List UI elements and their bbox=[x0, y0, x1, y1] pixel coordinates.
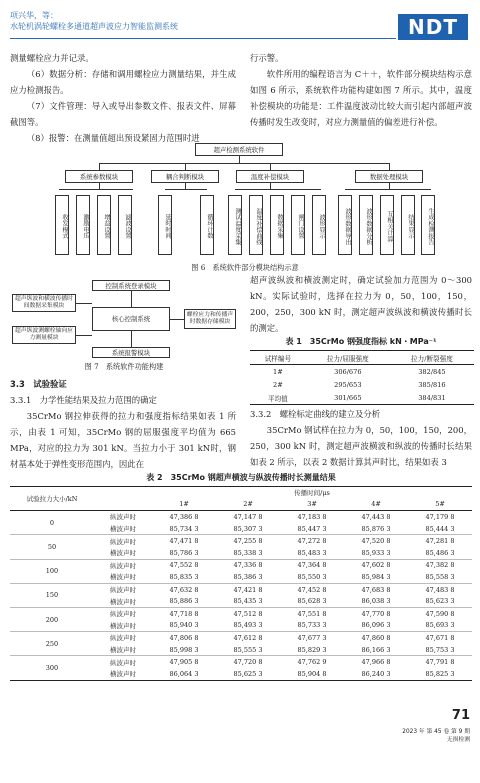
t2-value-cell: 47,147 8 bbox=[233, 512, 263, 521]
t2-value-cell: 47,471 8 bbox=[169, 537, 199, 546]
t2-value-cell: 85,386 3 bbox=[216, 571, 280, 583]
t2-value-cell: 47,551 8 bbox=[297, 609, 327, 618]
table-row bbox=[250, 391, 474, 405]
t1-cell: 平均值 bbox=[268, 394, 288, 403]
t2-sample-3: 3# bbox=[307, 500, 317, 509]
t1-cell: 2# bbox=[273, 380, 283, 389]
table-row bbox=[250, 365, 474, 379]
fig7-alarm: 系统报警模块 bbox=[92, 347, 170, 358]
t2-wave-type: 纵波声时 bbox=[110, 610, 136, 619]
left-para-4: （8）报警：在测量值超出预设紧固力范围时进 bbox=[26, 133, 200, 143]
t2-value-cell: 47,421 8 bbox=[233, 585, 263, 594]
fig6-module-coupling: 耦合判断模块 bbox=[151, 170, 219, 183]
t2-head-group: 传播时间/μs bbox=[294, 489, 330, 498]
t2-value-cell: 47,552 8 bbox=[169, 561, 199, 570]
t2-wave-type: 纵波声时 bbox=[110, 658, 136, 667]
t2-value-cell: 47,443 8 bbox=[361, 512, 391, 521]
t2-value-cell: 47,612 8 bbox=[233, 633, 263, 642]
t2-force-cell: 150 bbox=[10, 583, 94, 607]
fig6-d5: 生成检测报告 bbox=[421, 195, 435, 255]
fig6-p2: 激励电压 bbox=[76, 195, 90, 255]
t2-value-cell: 85,693 3 bbox=[408, 620, 472, 632]
t2-value-cell: 85,625 3 bbox=[216, 668, 280, 680]
t2-value-cell: 47,905 8 bbox=[169, 658, 199, 667]
t2-value-cell: 47,179 8 bbox=[425, 512, 455, 521]
fig6-p3: 增益设置 bbox=[97, 195, 111, 255]
t2-value-cell: 47,590 8 bbox=[425, 609, 455, 618]
t2-value-cell: 85,435 3 bbox=[216, 595, 280, 607]
t1-cell: 1# bbox=[273, 367, 283, 376]
t2-sample-1: 1# bbox=[179, 500, 189, 509]
fig6-p4: 滤波设置 bbox=[118, 195, 132, 255]
t2-value-cell: 85,483 3 bbox=[280, 547, 344, 559]
table-row bbox=[10, 511, 472, 523]
t2-value-cell: 47,272 8 bbox=[297, 537, 327, 546]
left-column-bottom bbox=[10, 376, 236, 472]
t2-value-cell: 85,555 3 bbox=[216, 644, 280, 656]
t2-value-cell: 85,550 3 bbox=[280, 571, 344, 583]
t2-value-cell: 85,628 3 bbox=[280, 595, 344, 607]
t2-value-cell: 85,904 8 bbox=[280, 668, 344, 680]
fig7-core: 核心控制系统 bbox=[92, 307, 170, 331]
t2-value-cell: 47,791 8 bbox=[425, 658, 455, 667]
t2-value-cell: 47,364 8 bbox=[297, 561, 327, 570]
right-column-bottom bbox=[250, 406, 472, 470]
fig6-t3: 数据采集 bbox=[270, 195, 284, 255]
fig6-c1: 延时时间 bbox=[158, 195, 172, 255]
table-row bbox=[10, 632, 472, 644]
fig6-d4: 结果显示 bbox=[401, 195, 415, 255]
t2-value-cell: 47,336 8 bbox=[233, 561, 263, 570]
fig6-d2: 波形数据分析 bbox=[359, 195, 373, 255]
t2-value-cell: 86,166 3 bbox=[344, 644, 408, 656]
fig7-acquire: 超声纵波和横波传播时间数据采集模块 bbox=[12, 294, 76, 312]
t2-wave-type: 横波声时 bbox=[94, 644, 152, 656]
t2-wave-type: 纵波声时 bbox=[110, 634, 136, 643]
left-para-1: 测量螺栓应力并记录。 bbox=[10, 53, 94, 63]
right-column-mid bbox=[250, 272, 472, 336]
t2-value-cell: 85,307 3 bbox=[216, 523, 280, 535]
fig6-module-temp: 温度补偿模块 bbox=[236, 170, 304, 183]
fig6-t2: 温度补偿曲线 bbox=[249, 195, 263, 255]
t2-value-cell: 47,718 8 bbox=[169, 609, 199, 618]
fig6-d3: 互相关计算 bbox=[380, 195, 394, 255]
t2-wave-type: 横波声时 bbox=[94, 571, 152, 583]
table-row bbox=[10, 559, 472, 571]
t2-value-cell: 47,770 8 bbox=[361, 609, 391, 618]
t2-value-cell: 85,940 3 bbox=[152, 620, 216, 632]
t2-value-cell: 85,998 3 bbox=[152, 644, 216, 656]
page-number: 71 bbox=[451, 708, 470, 723]
t2-value-cell: 47,677 3 bbox=[297, 633, 327, 642]
table-row bbox=[10, 535, 472, 547]
t2-value-cell: 85,825 3 bbox=[408, 668, 472, 680]
t2-value-cell: 85,447 3 bbox=[280, 523, 344, 535]
fig6-t4: 闸门设置 bbox=[291, 195, 305, 255]
t2-force-cell: 0 bbox=[10, 511, 94, 535]
t2-wave-type: 纵波声时 bbox=[110, 586, 136, 595]
t2-sample-2: 2# bbox=[243, 500, 253, 509]
t2-value-cell: 85,753 3 bbox=[408, 644, 472, 656]
t2-wave-type: 横波声时 bbox=[94, 595, 152, 607]
table-2-caption: 表 2 35CrMo 钢超声横波与纵波传播时长测量结果 bbox=[146, 473, 336, 482]
fig6-module-data: 数据处理模块 bbox=[355, 170, 423, 183]
journal-logo: NDT bbox=[398, 14, 468, 40]
t1-cell: 306/676 bbox=[334, 367, 362, 376]
t2-value-cell: 85,734 3 bbox=[152, 523, 216, 535]
right-column-top bbox=[250, 50, 472, 130]
t2-wave-type: 横波声时 bbox=[94, 523, 152, 535]
subsection-3-3-1: 3.3.1 力学性能结果及拉力范围的确定 bbox=[10, 395, 157, 405]
t2-value-cell: 47,602 8 bbox=[361, 561, 391, 570]
t2-value-cell: 47,452 8 bbox=[297, 585, 327, 594]
t2-value-cell: 85,623 3 bbox=[408, 595, 472, 607]
fig7-measure: 超声纵波测螺栓轴向应力测量模块 bbox=[12, 326, 76, 344]
t2-force-cell: 100 bbox=[10, 559, 94, 583]
left-para-3: （7）文件管理：导入或导出参数文件、报表文件、屏幕截图等。 bbox=[10, 101, 236, 127]
left-para-2: （6）数据分析：存储和调用螺栓应力测量结果，并生成应力检测报告。 bbox=[10, 69, 236, 95]
table-2 bbox=[10, 486, 472, 681]
footer-issue: 2023 年 第 45 卷 第 9 期 bbox=[402, 729, 470, 735]
t2-wave-type: 横波声时 bbox=[94, 547, 152, 559]
t2-value-cell: 47,966 8 bbox=[361, 658, 391, 667]
t2-value-cell: 86,240 3 bbox=[344, 668, 408, 680]
t2-value-cell: 85,558 3 bbox=[408, 571, 472, 583]
t2-value-cell: 85,984 3 bbox=[344, 571, 408, 583]
t2-sample-5: 5# bbox=[435, 500, 445, 509]
t2-sample-4: 4# bbox=[371, 500, 381, 509]
fig6-t5: 波形显示 bbox=[312, 195, 326, 255]
t2-value-cell: 47,255 8 bbox=[233, 537, 263, 546]
t2-value-cell: 47,671 8 bbox=[425, 633, 455, 642]
t2-value-cell: 85,876 3 bbox=[344, 523, 408, 535]
t1-cell: 385/816 bbox=[418, 380, 446, 389]
t2-value-cell: 47,720 8 bbox=[233, 658, 263, 667]
t2-wave-type: 纵波声时 bbox=[110, 561, 136, 570]
header-title: 水轮机涡轮螺栓多通道超声波应力智能监测系统 bbox=[10, 22, 178, 31]
t2-value-cell: 85,933 3 bbox=[344, 547, 408, 559]
fig6-module-params: 系统参数模块 bbox=[65, 170, 133, 183]
left-bottom-para: 35CrMo 钢拉伸获得的拉力和强度指标结果如表 1 所示，由表 1 可知，35CrMo 钢的屈服强度平均值为 665 MPa，对应的拉力为 301 kN。当拉力小于 301 kN时，钢材基本处于弹性变形范围内，因此在 bbox=[10, 411, 236, 469]
t2-value-cell: 47,806 8 bbox=[169, 633, 199, 642]
table-row bbox=[10, 607, 472, 619]
t2-wave-type: 横波声时 bbox=[94, 668, 152, 680]
t2-value-cell: 85,886 3 bbox=[152, 595, 216, 607]
t1-cell: 301/665 bbox=[334, 393, 362, 402]
t2-force-cell: 300 bbox=[10, 656, 94, 680]
t2-value-cell: 85,733 3 bbox=[280, 620, 344, 632]
header-authors: 项兴华，等： bbox=[10, 11, 58, 20]
t1-head-1: 拉力/屈服强度 bbox=[326, 354, 369, 363]
table-1 bbox=[250, 350, 474, 405]
t2-wave-type: 纵波声时 bbox=[110, 537, 136, 546]
t2-value-cell: 47,512 8 bbox=[233, 609, 263, 618]
fig6-c2: 循环计数 bbox=[200, 195, 214, 255]
t2-head-force: 试验拉力大小/kN bbox=[26, 495, 78, 504]
fig7-storage: 螺栓应力和传播声时数据存储模块 bbox=[184, 309, 236, 329]
right-para-2: 软件所用的编程语言为 C＋＋，软件部分模块结构示意如图 6 所示，系统软件功能构建如图 7 所示。其中，温度补偿模块的功能是：工件温度波动比较大而引起内部超声波传播时发生改变时，对应力测量值的偏差进行补偿。 bbox=[250, 69, 472, 127]
right-para-1: 行示警。 bbox=[250, 53, 284, 63]
fig6-d1: 波形数据导出 bbox=[338, 195, 352, 255]
figure-7-diagram bbox=[12, 280, 236, 360]
t2-value-cell: 85,835 3 bbox=[152, 571, 216, 583]
section-3-3: 3.3 试验验证 bbox=[10, 379, 67, 389]
t2-force-cell: 200 bbox=[10, 607, 94, 631]
t2-value-cell: 47,183 8 bbox=[297, 512, 327, 521]
t2-value-cell: 86,096 3 bbox=[344, 620, 408, 632]
t2-value-cell: 47,382 8 bbox=[425, 561, 455, 570]
t2-wave-type: 横波声时 bbox=[94, 620, 152, 632]
t1-cell: 295/653 bbox=[334, 380, 362, 389]
t2-value-cell: 47,860 8 bbox=[361, 633, 391, 642]
header-rule bbox=[10, 38, 396, 39]
t2-value-cell: 86,064 3 bbox=[152, 668, 216, 680]
t2-value-cell: 85,829 3 bbox=[280, 644, 344, 656]
running-header bbox=[10, 10, 178, 32]
table-row bbox=[10, 656, 472, 668]
figure-7-caption: 图 7 系统软件功能构建 bbox=[84, 362, 164, 371]
fig7-login: 控制系统登录模块 bbox=[92, 280, 170, 291]
left-column-top bbox=[10, 50, 236, 146]
t2-value-cell: 86,038 3 bbox=[344, 595, 408, 607]
figure-6-caption: 图 6 系统软件部分模块结构示意 bbox=[191, 263, 299, 272]
table-1-caption: 表 1 35CrMo 钢强度指标 kN・MPa⁻¹ bbox=[285, 337, 437, 346]
t2-value-cell: 85,338 3 bbox=[216, 547, 280, 559]
t2-force-cell: 250 bbox=[10, 632, 94, 656]
t2-value-cell: 47,632 8 bbox=[169, 585, 199, 594]
t2-force-cell: 50 bbox=[10, 535, 94, 559]
t2-value-cell: 47,520 8 bbox=[361, 537, 391, 546]
t2-wave-type: 纵波声时 bbox=[110, 513, 136, 522]
t1-head-0: 试样编号 bbox=[264, 354, 292, 363]
fig6-t1: 测试温度采集 bbox=[228, 195, 242, 255]
t2-value-cell: 47,483 8 bbox=[425, 585, 455, 594]
table-row bbox=[250, 378, 474, 391]
t2-head-blank bbox=[94, 487, 152, 511]
t2-value-cell: 85,493 3 bbox=[216, 620, 280, 632]
figure-6-diagram bbox=[55, 143, 435, 261]
right-bottom-para: 35CrMo 钢试样在拉力为 0，50，100，150，200，250，300 kN 时，测定超声波横波和纵波的传播时长结果如表 2 所示，以表 2 数据计算其声时比，结果如表 3 bbox=[250, 425, 472, 467]
subsection-3-3-2: 3.3.2 螺栓标定曲线的建立及分析 bbox=[250, 409, 381, 419]
table-row bbox=[10, 583, 472, 595]
t1-cell: 382/845 bbox=[418, 367, 446, 376]
footer-info bbox=[330, 728, 470, 744]
t2-value-cell: 85,444 3 bbox=[408, 523, 472, 535]
t2-value-cell: 47,762 9 bbox=[297, 658, 327, 667]
t2-value-cell: 47,281 8 bbox=[425, 537, 455, 546]
t1-head-2: 拉力/断裂强度 bbox=[411, 354, 453, 363]
right-mid-para: 超声波纵波和横波测定时，确定试验加力范围为 0～300 kN。实际试验时，选择在拉力为 0，50，100，150，200，250，300 kN 时，测定超声波纵波和横波传播时长的测定。 bbox=[250, 275, 472, 333]
fig6-root: 超声检测系统软件 bbox=[195, 143, 283, 156]
t2-value-cell: 47,683 8 bbox=[361, 585, 391, 594]
t2-value-cell: 85,486 3 bbox=[408, 547, 472, 559]
t1-cell: 384/831 bbox=[418, 393, 446, 402]
t2-value-cell: 85,786 3 bbox=[152, 547, 216, 559]
fig6-p1: 收发模式 bbox=[55, 195, 69, 255]
t2-value-cell: 47,386 8 bbox=[169, 512, 199, 521]
footer-journal: 无损检测 bbox=[446, 737, 470, 743]
